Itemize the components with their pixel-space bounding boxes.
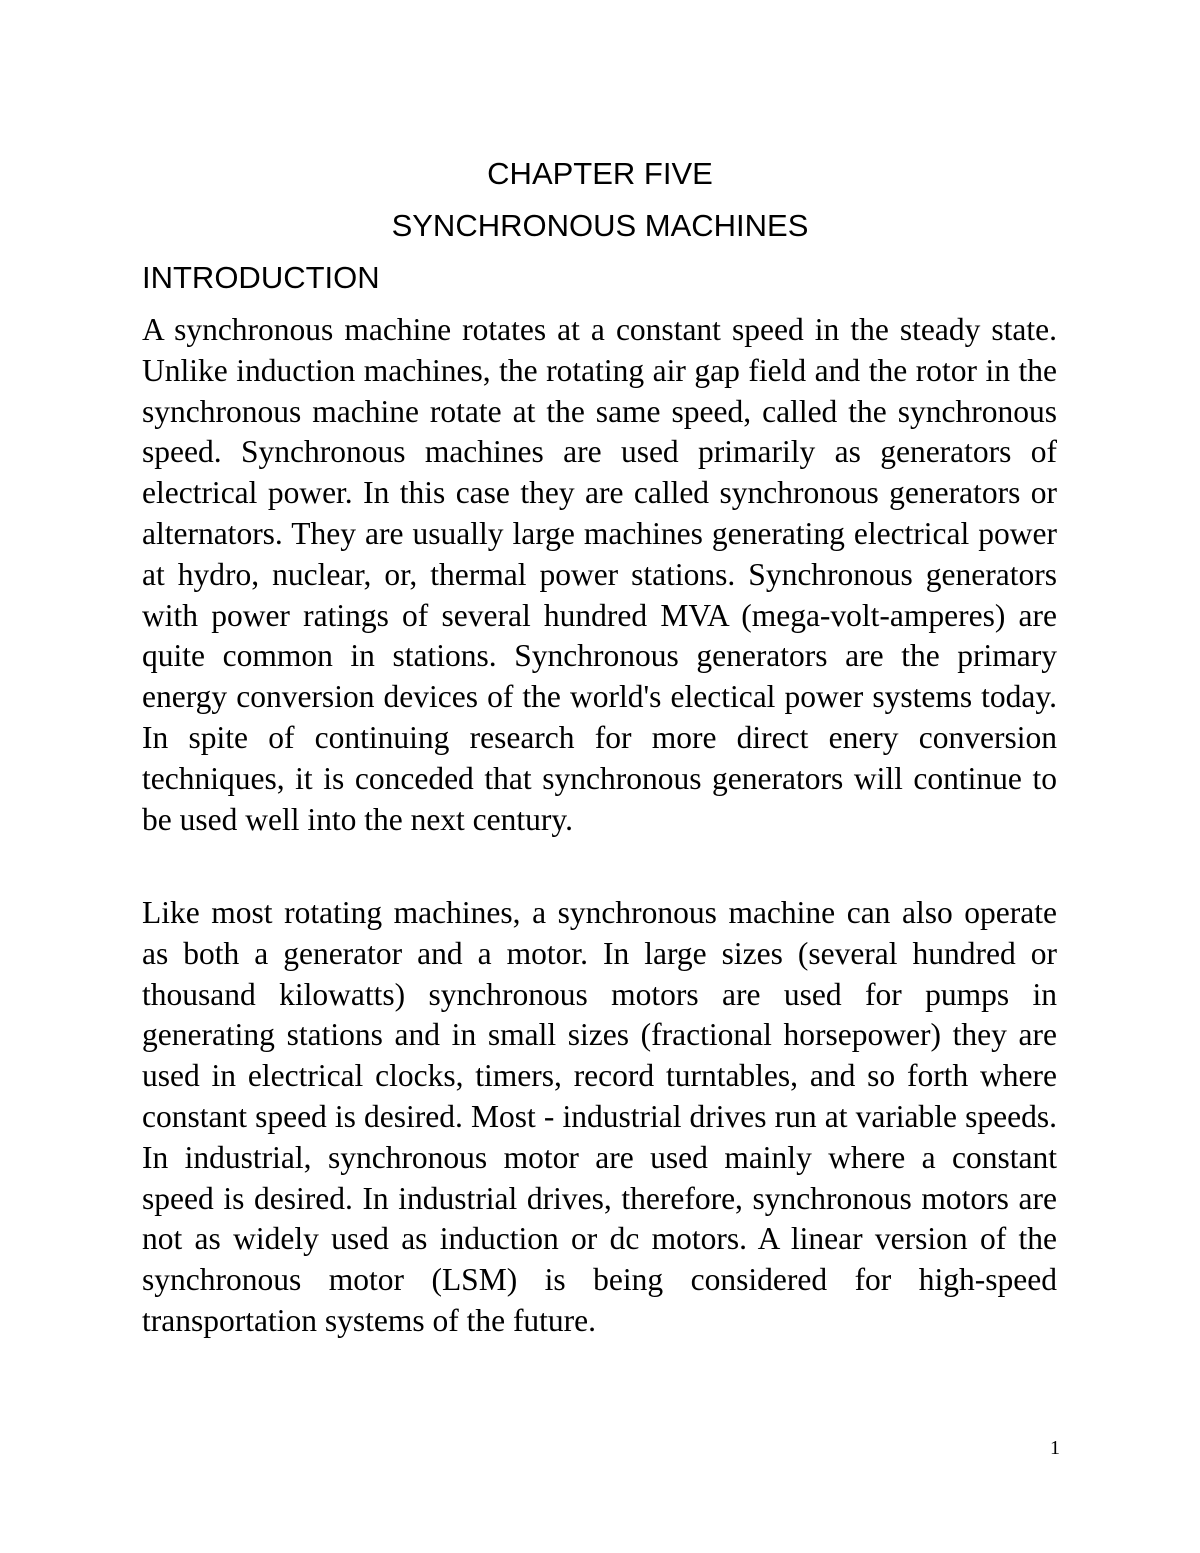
body-paragraph: Like most rotating machines, a synchronous machine can also operate as both a generator and a motor. In large sizes (several hundred or thousand kilowatts) synchronous motors are used for pumps in generating stations and in small sizes (fractional horsepower) they are used in electrical clocks, timers, record turntables, and so forth where constant speed is desired. Most - industrial drives run at variable speeds. In industrial, synchronous motor are used mainly where a constant speed is desired. In industrial drives, therefore, synchronous motors are not as widely used as induction or dc motors. A linear version of the synchronous motor (LSM) is being considered for high-speed transportation systems of the future. (142, 895, 1057, 1338)
chapter-title: SYNCHRONOUS MACHINES (391, 208, 809, 243)
section-heading: INTRODUCTION (142, 260, 380, 295)
page-number: 1 (1050, 1437, 1060, 1459)
chapter-number: CHAPTER FIVE (487, 156, 713, 191)
body-paragraph: A synchronous machine rotates at a constant speed in the steady state. Unlike induction machines, the rotating air gap field and the rotor in the synchronous machine rotate at the same speed, called the synchronous speed. Synchronous machines are used primarily as generators of electrical power. In this case they are called synchronous generators or alternators. They are usually large machines generating electrical power at hydro, nuclear, or, thermal power stations. Synchronous generators with power ratings of several hundred MVA (mega-volt-amperes) are quite common in stations. Synchronous generators are the primary energy conversion devices of the world's electical power systems today. In spite of continuing research for more direct enery conversion techniques, it is conceded that synchronous generators will continue to be used well into the next century. (142, 312, 1057, 837)
